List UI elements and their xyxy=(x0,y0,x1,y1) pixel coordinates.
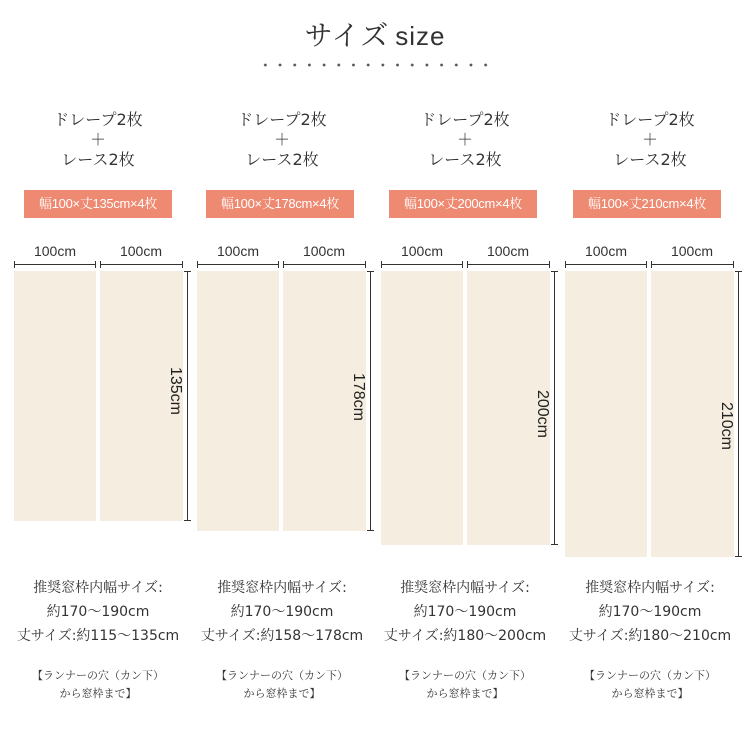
width-tick xyxy=(381,261,382,268)
note-line-1: 【ランナーの穴（カン下） xyxy=(32,669,164,682)
note-line-1: 【ランナーの穴（カン下） xyxy=(216,669,348,682)
recommended-size xyxy=(557,576,743,648)
plus-sign: ＋ xyxy=(273,130,290,149)
width-tick xyxy=(565,261,566,268)
set-heading xyxy=(5,110,191,170)
rec-title: 推奨窓枠内幅サイズ: xyxy=(217,580,347,596)
width-tick xyxy=(549,261,550,268)
height-dimension-line xyxy=(554,271,555,545)
width-dimension-line-left xyxy=(14,264,96,265)
width-tick xyxy=(365,261,366,268)
title-en: size xyxy=(395,21,446,51)
height-dimension-line xyxy=(738,271,739,557)
size-column-210 xyxy=(557,0,743,750)
rec-height: 丈サイズ:約158〜178cm xyxy=(200,628,364,644)
width-tick xyxy=(197,261,198,268)
width-tick xyxy=(467,261,468,268)
rec-height: 丈サイズ:約115〜135cm xyxy=(16,628,180,644)
size-badge: 幅100×丈135cm×4枚 xyxy=(24,190,172,218)
note-line-1: 【ランナーの穴（カン下） xyxy=(399,669,531,682)
drape-count: ドレープ2枚 xyxy=(237,110,327,129)
width-label-right: 100cm xyxy=(119,243,163,259)
width-tick xyxy=(283,261,284,268)
size-column-178 xyxy=(189,0,375,750)
width-tick xyxy=(182,261,183,268)
plus-sign: ＋ xyxy=(456,130,473,149)
width-label-left: 100cm xyxy=(584,243,628,259)
height-dimension-line xyxy=(370,271,371,531)
note-line-2: から窓枠まで】 xyxy=(611,687,689,700)
set-heading xyxy=(189,110,375,170)
width-dimension-line-left xyxy=(381,264,463,265)
width-dimension-line-left xyxy=(197,264,279,265)
width-label-right: 100cm xyxy=(670,243,714,259)
height-tick xyxy=(735,556,742,557)
width-label-right: 100cm xyxy=(302,243,346,259)
width-label-left: 100cm xyxy=(216,243,260,259)
width-tick xyxy=(646,261,647,268)
height-tick xyxy=(735,271,742,272)
width-dimension-line-right xyxy=(283,264,366,265)
lace-count: レース2枚 xyxy=(613,150,687,169)
width-tick xyxy=(278,261,279,268)
height-label: 200cm xyxy=(534,389,551,439)
rec-height: 丈サイズ:約180〜210cm xyxy=(568,628,732,644)
size-badge: 幅100×丈178cm×4枚 xyxy=(206,190,354,218)
width-dimension-line-right xyxy=(467,264,550,265)
measure-note xyxy=(557,667,743,703)
note-line-2: から窓枠まで】 xyxy=(243,687,321,700)
lace-count: レース2枚 xyxy=(428,150,502,169)
width-tick xyxy=(95,261,96,268)
rec-width: 約170〜190cm xyxy=(46,604,150,620)
recommended-size xyxy=(372,576,558,648)
width-tick xyxy=(100,261,101,268)
rec-title: 推奨窓枠内幅サイズ: xyxy=(585,580,715,596)
rec-title: 推奨窓枠内幅サイズ: xyxy=(33,580,163,596)
width-dimension-line-right xyxy=(100,264,183,265)
set-heading xyxy=(372,110,558,170)
width-tick xyxy=(462,261,463,268)
plus-sign: ＋ xyxy=(89,130,106,149)
note-line-1: 【ランナーの穴（カン下） xyxy=(584,669,716,682)
height-label: 178cm xyxy=(350,372,367,422)
measure-note xyxy=(372,667,558,703)
plus-sign: ＋ xyxy=(641,130,658,149)
size-column-135 xyxy=(5,0,191,750)
width-tick xyxy=(733,261,734,268)
width-dimension-line-left xyxy=(565,264,647,265)
size-badge: 幅100×丈200cm×4枚 xyxy=(389,190,537,218)
lace-count: レース2枚 xyxy=(61,150,135,169)
rec-height: 丈サイズ:約180〜200cm xyxy=(383,628,547,644)
width-tick xyxy=(651,261,652,268)
drape-count: ドレープ2枚 xyxy=(53,110,143,129)
curtain-panel-left xyxy=(565,271,647,557)
measure-note xyxy=(5,667,191,703)
drape-count: ドレープ2枚 xyxy=(420,110,510,129)
rec-width: 約170〜190cm xyxy=(230,604,334,620)
curtain-panel-left xyxy=(197,271,279,531)
height-dimension-line xyxy=(187,271,188,521)
size-badge: 幅100×丈210cm×4枚 xyxy=(573,190,721,218)
drape-count: ドレープ2枚 xyxy=(605,110,695,129)
measure-note xyxy=(189,667,375,703)
width-tick xyxy=(14,261,15,268)
rec-width: 約170〜190cm xyxy=(598,604,702,620)
height-label: 210cm xyxy=(718,401,735,451)
width-label-right: 100cm xyxy=(486,243,530,259)
width-dimension-line-right xyxy=(651,264,734,265)
rec-title: 推奨窓枠内幅サイズ: xyxy=(400,580,530,596)
lace-count: レース2枚 xyxy=(245,150,319,169)
recommended-size xyxy=(189,576,375,648)
width-label-left: 100cm xyxy=(400,243,444,259)
set-heading xyxy=(557,110,743,170)
curtain-panel-left xyxy=(381,271,463,545)
curtain-panel-left xyxy=(14,271,96,521)
width-label-left: 100cm xyxy=(33,243,77,259)
rec-width: 約170〜190cm xyxy=(413,604,517,620)
note-line-2: から窓枠まで】 xyxy=(59,687,137,700)
size-column-200 xyxy=(372,0,558,750)
title-jp: サイズ xyxy=(304,19,390,52)
recommended-size xyxy=(5,576,191,648)
height-label: 135cm xyxy=(167,366,184,416)
note-line-2: から窓枠まで】 xyxy=(426,687,504,700)
